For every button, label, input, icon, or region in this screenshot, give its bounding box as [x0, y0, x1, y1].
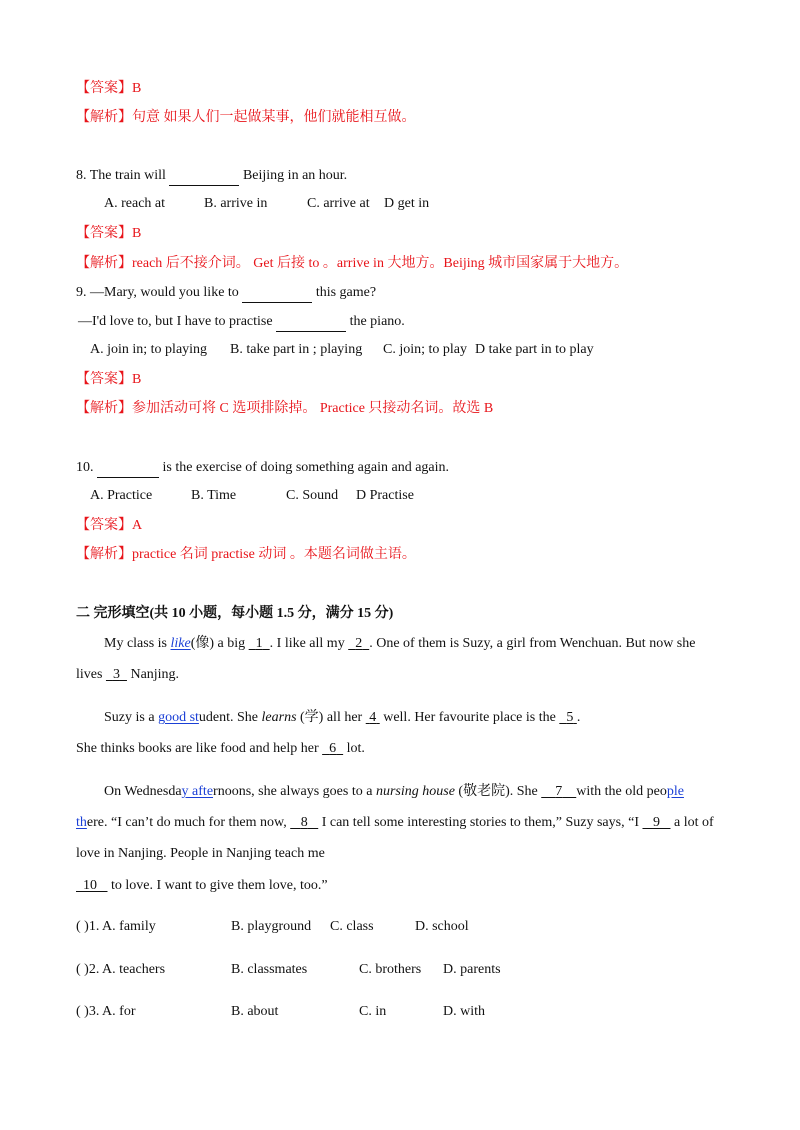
blank-number: 8: [300, 815, 308, 830]
q9-blank-2: [276, 313, 346, 332]
text: nursing house: [375, 784, 455, 799]
text: Suzy is a: [104, 710, 155, 725]
choice-2-a: ( )2. A. teachers: [76, 962, 166, 977]
q9-option-a: A. join in; to playing: [90, 342, 208, 357]
blank-number: 10: [83, 878, 97, 893]
q9-line1-after: this game?: [315, 285, 377, 300]
q8-option-d: D get in: [384, 196, 430, 211]
blank-number: 3: [112, 667, 120, 682]
text: with the old peo: [576, 784, 667, 799]
answer-8: 【答案】B: [76, 226, 142, 241]
q9-blank-1: [242, 284, 312, 303]
q9-option-b: B. take part in ; playing: [230, 342, 363, 357]
blank-number: 9: [652, 815, 660, 830]
q10-stem-after: is the exercise of doing something again and again.: [162, 460, 450, 475]
q10-option-b: B. Time: [191, 488, 237, 503]
q10-option-d: D Practise: [356, 488, 414, 503]
choice-1-d: D. school: [415, 919, 469, 934]
blank-5: [559, 710, 577, 725]
text: learns: [261, 710, 297, 725]
choice-3-a: ( )3. A. for: [76, 1004, 136, 1019]
link-there[interactable]: th: [76, 815, 87, 830]
question-10: [76, 459, 449, 478]
question-9-line1: [76, 284, 376, 303]
analysis-8: 【解析】reach 后不接介词。 Get 后接 to 。arrive in 大地方。Beijing 城市国家属于大地方。: [76, 256, 629, 271]
text: ere. “I can’t do much for them now,: [86, 815, 287, 830]
choice-1-a: ( )1. A. family: [76, 919, 156, 934]
section-heading: 二 完形填空(共 10 小题，每小题 1.5 分，满分 15 分): [76, 606, 394, 621]
question-9-line2: [78, 313, 405, 332]
text: I can tell some interesting stories to them,” Suzy says, “I: [321, 815, 639, 830]
passage-p3-line2: [76, 814, 714, 832]
q10-blank: [97, 459, 159, 478]
q9-option-c: C. join; to play: [383, 342, 467, 357]
analysis-9: 【解析】参加活动可将 C 选项排除掉。 Practice 只接动名词。故选 B: [76, 401, 494, 416]
q8-stem-before: 8. The train will: [76, 168, 166, 183]
q9-option-d: D take part in to play: [475, 342, 594, 357]
text: lives: [76, 667, 103, 682]
question-8: [76, 167, 347, 186]
q8-blank: [169, 167, 239, 186]
blank-3: [106, 667, 127, 682]
q10-option-c: C. Sound: [286, 488, 339, 503]
q8-option-b: B. arrive in: [204, 196, 268, 211]
text: On Wednesda: [104, 784, 182, 799]
text: . I like all my: [269, 636, 345, 651]
passage-p2-line1: [104, 709, 580, 727]
blank-number: 6: [329, 741, 337, 756]
choice-3-c: C. in: [359, 1004, 387, 1019]
blank-number: 5: [566, 710, 574, 725]
blank-number: 7: [555, 784, 563, 799]
link-good-student[interactable]: good st: [158, 710, 199, 725]
q10-stem-before: 10.: [76, 460, 94, 475]
text: lot.: [346, 741, 365, 756]
q8-option-c: C. arrive at: [307, 196, 370, 211]
blank-number: 4: [369, 710, 377, 725]
blank-2: [348, 636, 369, 651]
answer-10: 【答案】A: [76, 518, 143, 533]
blank-7: [541, 784, 576, 799]
passage-p1-line1: [104, 635, 695, 653]
text: Nanjing.: [130, 667, 180, 682]
text: (像) a big: [190, 636, 246, 651]
q9-line2-before: —I'd love to, but I have to practise: [78, 314, 273, 329]
link-afternoon[interactable]: y afte: [181, 784, 214, 799]
blank-number: 2: [355, 636, 363, 651]
q9-line2-after: the piano.: [349, 314, 405, 329]
passage-p2-line2: [76, 740, 365, 758]
answer-7: 【答案】B: [76, 81, 142, 96]
blank-6: [322, 741, 343, 756]
blank-8: [290, 815, 318, 830]
text: . One of them is Suzy, a girl from Wenchuan. But now she: [369, 636, 696, 651]
q8-stem-after: Beijing in an hour.: [242, 168, 348, 183]
analysis-10: 【解析】practice 名词 practise 动词 。本题名词做主语。: [76, 547, 416, 562]
blank-10: [76, 878, 108, 893]
text: .: [576, 710, 581, 725]
choice-2-b: B. classmates: [231, 962, 308, 977]
q9-line1-before: 9. —Mary, would you like to: [76, 285, 239, 300]
text: well. Her favourite place is the: [383, 710, 556, 725]
choice-2-d: D. parents: [443, 962, 501, 977]
text: My class is: [104, 636, 167, 651]
text: She thinks books are like food and help her: [76, 741, 319, 756]
choice-1-b: B. playground: [231, 919, 312, 934]
passage-p3-line4: [76, 877, 328, 895]
text: rnoons, she always goes to a: [213, 784, 373, 799]
blank-number: 1: [255, 636, 263, 651]
text: (敬老院). She: [458, 784, 538, 799]
choice-3-b: B. about: [231, 1004, 279, 1019]
blank-9: [642, 815, 670, 830]
analysis-7: 【解析】句意 如果人们一起做某事，他们就能相互做。: [76, 110, 416, 125]
q8-option-a: A. reach at: [104, 196, 166, 211]
text: a lot of: [673, 815, 714, 830]
passage-p3-line3: love in Nanjing. People in Nanjing teach me: [76, 846, 325, 861]
q10-option-a: A. Practice: [90, 488, 153, 503]
blank-4: [366, 710, 380, 725]
text: to love. I want to give them love, too.”: [111, 878, 328, 893]
choice-2-c: C. brothers: [359, 962, 422, 977]
link-people[interactable]: ple: [666, 784, 684, 799]
passage-p1-line2: [76, 666, 179, 684]
blank-1: [249, 636, 270, 651]
link-like[interactable]: like: [170, 636, 191, 651]
choice-3-d: D. with: [443, 1004, 485, 1019]
text: udent. She: [198, 710, 259, 725]
answer-9: 【答案】B: [76, 372, 142, 387]
passage-p3-line1: [104, 783, 684, 801]
text: (学) all her: [300, 710, 363, 725]
choice-1-c: C. class: [330, 919, 374, 934]
